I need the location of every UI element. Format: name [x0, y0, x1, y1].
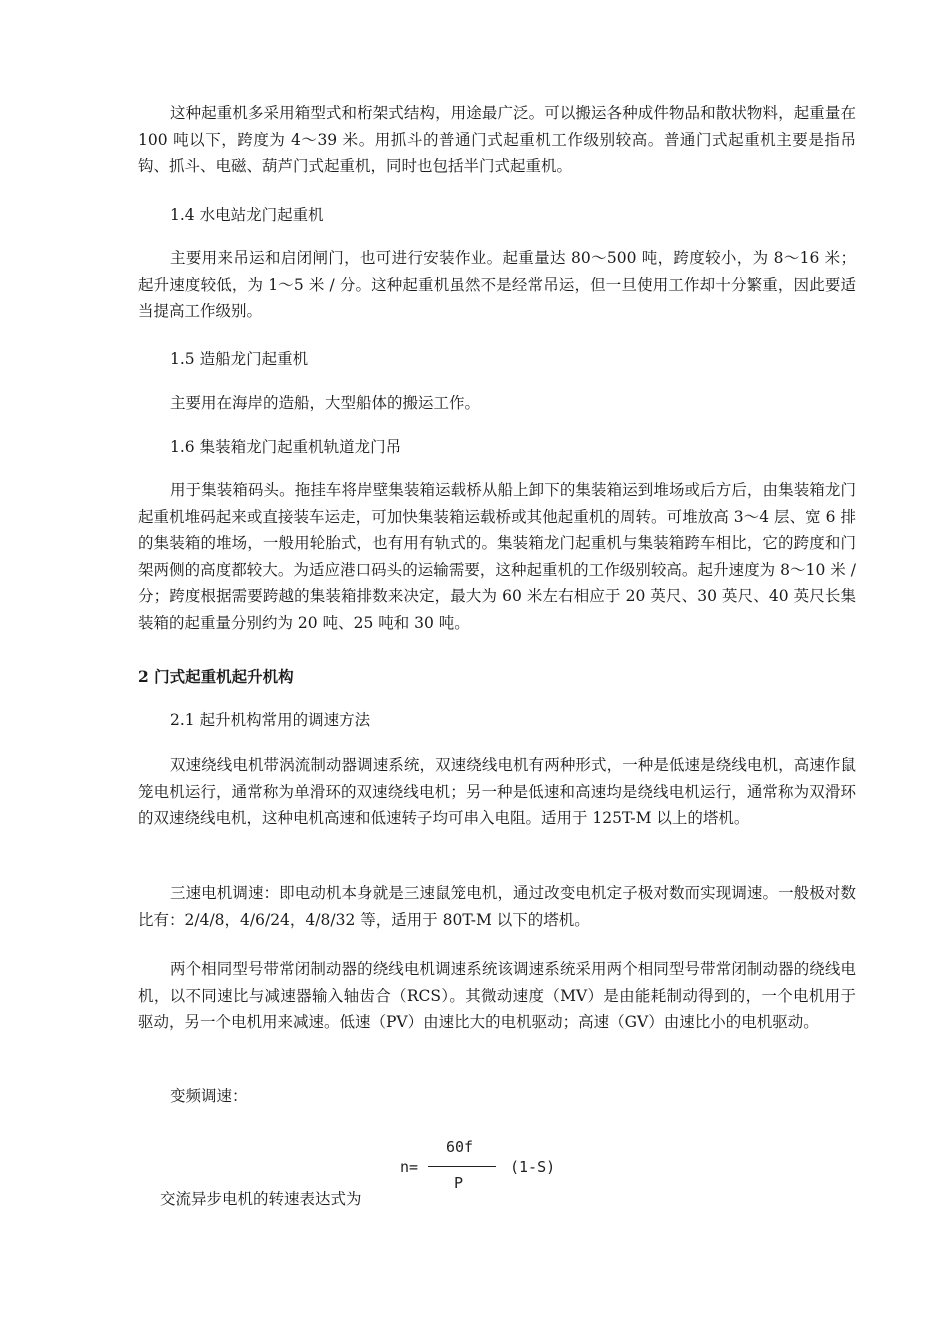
- paragraph-vfd-intro: 变频调速：: [170, 1087, 248, 1105]
- formula-fraction-bar: [428, 1166, 496, 1167]
- paragraph-container-crane: 用于集装箱码头。拖挂车将岸壁集装箱运载桥从船上卸下的集装箱运到堆场或后方后，由集装箱龙门起重机堆码起来或直接装车运走，可加快集装箱运载桥或其他起重机的周转。可堆放高 3～4 层、宽 6 排的集装箱的堆场，一般用轮胎式，也有用有轨式的。集装箱龙门起重机与集装箱跨车相比，它的跨度和门架两侧的高度都较大。为适应港口码头的运输需要，这种起重机的工作级别较高。起升速度为 8～10 米 / 分；跨度根据需要跨越的集装箱排数来决定，最大为 60 米左右相应于 20 英尺、30 英尺、40 英尺长集装箱的起重量分别约为 20 吨、25 吨和 30 吨。: [138, 481, 856, 632]
- formula-denominator: P: [454, 1174, 464, 1192]
- paragraph-three-speed-motor: 三速电机调速：即电动机本身就是三速鼠笼电机，通过改变电机定子极对数而实现调速。一般极对数比有：2/4/8，4/6/24，4/8/32 等，适用于 80T-M 以下的塔机。: [138, 884, 856, 929]
- formula-numerator: 60f: [446, 1138, 474, 1156]
- paragraph-shipbuilding-crane: 主要用在海岸的造船，大型船体的搬运工作。: [170, 394, 481, 412]
- heading-1-6: 1.6 集装箱龙门起重机轨道龙门吊: [170, 438, 402, 456]
- heading-2-1: 2.1 起升机构常用的调速方法: [170, 711, 371, 729]
- formula-lhs: n=: [400, 1158, 419, 1176]
- paragraph-hydropower-crane: 主要用来吊运和启闭闸门，也可进行安装作业。起重量达 80～500 吨，跨度较小，为 8～16 米；起升速度较低，为 1～5 米 / 分。这种起重机虽然不是经常吊运，但一旦使用工作却十分繁重，因此要适当提高工作级别。: [138, 249, 856, 320]
- formula-rhs: (1-S): [510, 1158, 556, 1176]
- formula-caption: 交流异步电机的转速表达式为: [160, 1190, 362, 1208]
- heading-1-4: 1.4 水电站龙门起重机: [170, 206, 324, 224]
- paragraph-gantry-crane-general: 这种起重机多采用箱型式和桁架式结构，用途最广泛。可以搬运各种成件物品和散状物料，起重量在 100 吨以下，跨度为 4～39 米。用抓斗的普通门式起重机工作级别较高。普通门式起重机主要是指吊钩、抓斗、电磁、葫芦门式起重机，同时也包括半门式起重机。: [138, 104, 856, 175]
- paragraph-dual-speed-motor: 双速绕线电机带涡流制动器调速系统，双速绕线电机有两种形式，一种是低速是绕线电机，高速作鼠笼电机运行，通常称为单滑环的双速绕线电机；另一种是低速和高速均是绕线电机运行，通常称为双滑环的双速绕线电机，这种电机高速和低速转子均可串入电阻。适用于 125T-M 以上的塔机。: [138, 756, 856, 827]
- heading-1-5: 1.5 造船龙门起重机: [170, 350, 309, 368]
- speed-formula: [400, 1136, 590, 1206]
- paragraph-twin-motor-system: 两个相同型号带常闭制动器的绕线电机调速系统该调速系统采用两个相同型号带常闭制动器的绕线电机，以不同速比与减速器输入轴齿合（RCS）。其微动速度（MV）是由能耗制动得到的，一个电机用于驱动，另一个电机用来减速。低速（PV）由速比大的电机驱动；高速（GV）由速比小的电机驱动。: [138, 960, 856, 1031]
- heading-2: 2 门式起重机起升机构: [138, 667, 294, 686]
